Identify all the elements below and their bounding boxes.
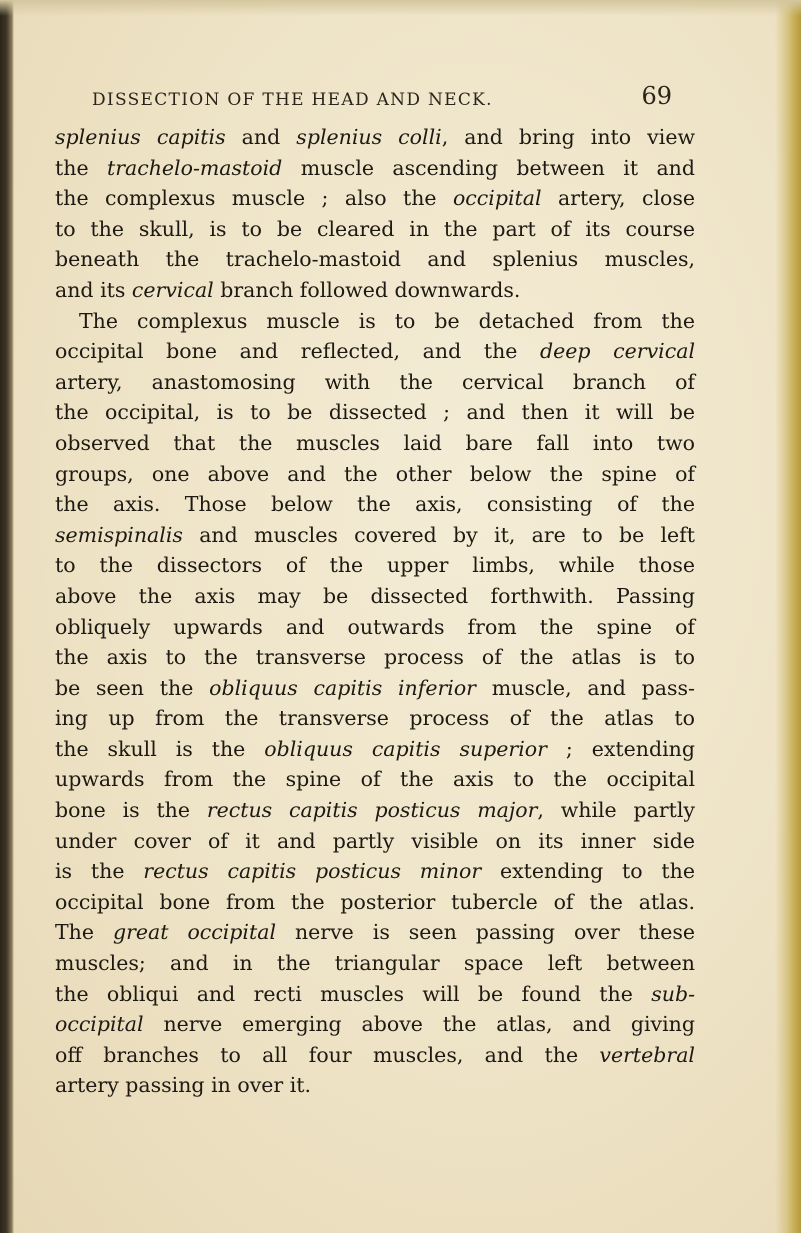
text-line <box>55 917 695 948</box>
italic-term: rectus capitis posticus minor <box>143 859 482 884</box>
page-edge-top <box>0 0 801 16</box>
text-line <box>55 489 695 520</box>
text-segment: nerve emerging above the atlas, and giving <box>143 1012 695 1037</box>
italic-term: sub- <box>651 981 695 1006</box>
italic-term: occipital <box>55 1012 144 1037</box>
text-segment: is the <box>55 859 144 884</box>
text-segment: , while partly <box>537 798 695 823</box>
text-line <box>55 122 695 153</box>
text-line <box>55 795 695 826</box>
text-segment: artery, close <box>541 186 695 211</box>
text-line <box>55 734 695 765</box>
page-edge-right <box>775 0 801 1233</box>
text-segment: extending to the <box>481 859 695 884</box>
italic-term: great occipital <box>112 920 276 945</box>
italic-term: splenius colli <box>296 125 442 149</box>
text-line <box>55 948 695 979</box>
text-segment: the axis. Those below the axis, consisting of the <box>55 492 695 517</box>
text-segment: and muscles covered by it, are to be left <box>182 522 695 547</box>
text-segment: muscle ascending between it and <box>282 155 695 180</box>
italic-term: obliquus capitis inferior <box>209 675 476 700</box>
text-segment: the axis to the transverse process of the atlas is to <box>55 645 695 670</box>
text-segment: to the skull, is to be cleared in the part of its course <box>55 216 695 241</box>
page-header <box>92 82 672 116</box>
text-segment: obliquely upwards and outwards from the spine of <box>55 614 695 639</box>
text-segment: upwards from the spine of the axis to the occipital <box>55 767 695 792</box>
text-segment: branch followed downwards. <box>213 277 521 302</box>
text-segment: occipital bone from the posterior tubercle of the atlas. <box>55 889 695 914</box>
text-line <box>55 856 695 887</box>
text-segment: be seen the <box>55 675 210 700</box>
text-segment: the complexus muscle ; also the <box>55 186 453 211</box>
text-segment: ing up from the transverse process of the atlas to <box>55 706 695 731</box>
text-line <box>55 336 695 367</box>
running-head: DISSECTION OF THE HEAD AND NECK. <box>92 90 493 110</box>
text-segment: the occipital, is to be dissected ; and then it will be <box>55 400 695 425</box>
text-segment: the <box>55 155 107 180</box>
text-line <box>55 459 695 490</box>
text-line <box>55 520 695 551</box>
text-line <box>55 673 695 704</box>
text-segment: and its <box>55 277 132 302</box>
text-line <box>55 826 695 857</box>
text-line <box>55 1009 695 1040</box>
text-segment: ; extending <box>546 736 695 761</box>
text-segment: under cover of it and partly visible on its inner side <box>55 828 695 853</box>
text-segment: to the dissectors of the upper limbs, while those <box>55 553 695 578</box>
italic-term: occipital <box>452 186 542 211</box>
text-line <box>55 244 695 275</box>
text-segment: beneath the trachelo-mastoid and splenius muscles, <box>55 247 695 272</box>
text-line <box>55 612 695 643</box>
text-segment: the skull is the <box>55 736 265 761</box>
text-segment: , and bring into view <box>441 125 696 149</box>
text-line <box>55 397 695 428</box>
text-segment: artery, anastomosing with the cervical branch of <box>55 369 695 394</box>
italic-term: trachelo-mastoid <box>106 155 283 180</box>
text-line <box>55 428 695 459</box>
italic-term: rectus capitis posticus major <box>206 798 538 823</box>
italic-term: vertebral <box>599 1042 695 1067</box>
text-segment: The complexus muscle is to be detached from the <box>79 308 695 333</box>
text-line <box>55 153 695 184</box>
text-line <box>55 979 695 1010</box>
text-segment: occipital bone and reflected, and the <box>55 339 541 364</box>
italic-term: obliquus capitis superior <box>264 736 547 761</box>
text-line <box>55 642 695 673</box>
page-number: 69 <box>641 82 672 110</box>
italic-term: deep cervical <box>540 339 695 364</box>
text-line <box>55 1040 695 1071</box>
text-segment: the obliqui and recti muscles will be found the <box>55 981 652 1006</box>
text-line <box>55 887 695 918</box>
text-segment: The <box>55 920 113 945</box>
text-line <box>55 1070 695 1101</box>
text-line <box>55 275 695 306</box>
text-segment: above the axis may be dissected forthwith. Passing <box>55 583 695 608</box>
text-segment: nerve is seen passing over these <box>276 920 695 945</box>
text-segment: observed that the muscles laid bare fall into two <box>55 430 695 455</box>
text-segment: off branches to all four muscles, and the <box>55 1042 600 1067</box>
text-line <box>55 306 695 337</box>
text-segment: muscles; and in the triangular space left between <box>55 951 695 976</box>
italic-term: semispinalis <box>55 522 183 547</box>
italic-term: splenius capitis <box>55 125 226 149</box>
text-line <box>55 764 695 795</box>
italic-term: cervical <box>131 277 214 302</box>
text-line <box>55 183 695 214</box>
text-segment: artery passing in over it. <box>55 1073 312 1098</box>
text-line <box>55 581 695 612</box>
text-segment: bone is the <box>55 798 207 823</box>
text-line <box>55 367 695 398</box>
text-segment: groups, one above and the other below the spine of <box>55 461 695 486</box>
text-line <box>55 214 695 245</box>
text-line <box>55 550 695 581</box>
text-line <box>55 703 695 734</box>
text-segment: muscle, and pass- <box>475 675 695 700</box>
body-text <box>55 122 695 1101</box>
text-segment: and <box>225 125 297 149</box>
book-binding-edge <box>0 0 14 1233</box>
